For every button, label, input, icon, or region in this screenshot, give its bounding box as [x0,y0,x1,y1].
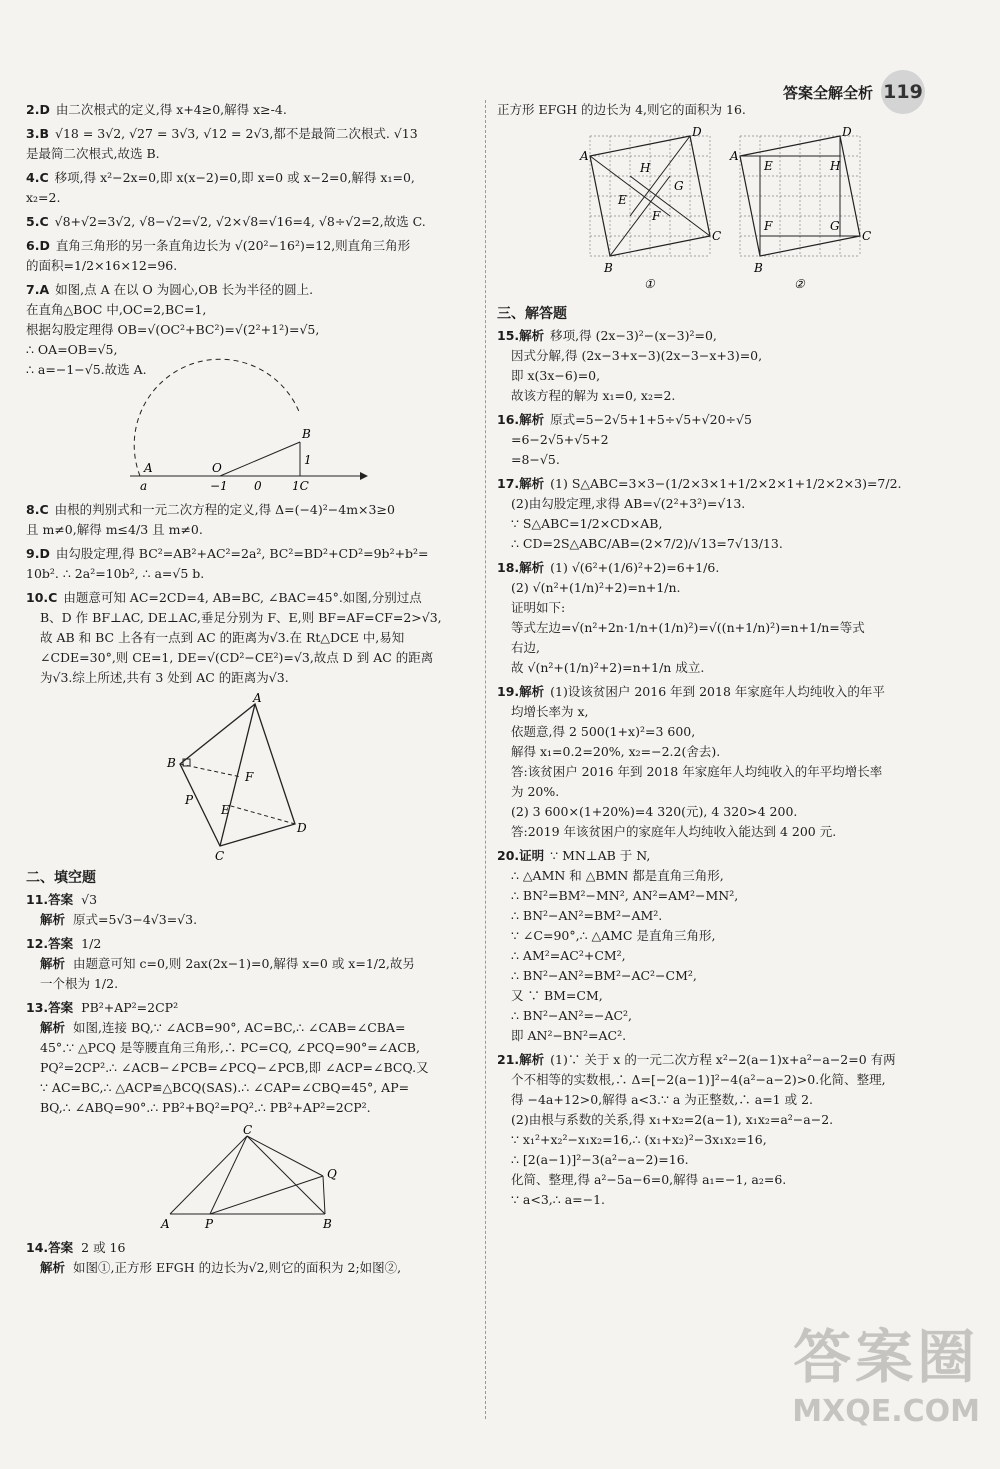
question-text: ∴ BN²−AN²=−AC², [511,1008,633,1023]
question-14 [26,1238,474,1278]
label-p: P [185,793,194,807]
analysis-tag: 解析 [40,1020,66,1035]
question-text: 得 −4a+12>0,解得 a<3.∵ a 为正整数,∴ a=1 或 2. [511,1092,814,1107]
analysis-text: ∵ AC=BC,∴ △ACP≌△BCQ(SAS).∴ ∠CAP=∠CBQ=45°, AP= [40,1080,410,1095]
question-text: 即 x(3x−6)=0, [511,368,601,383]
segment-qb [323,1176,325,1214]
fig2-label-h: H [829,159,840,173]
question-text: (1) √(6²+(1/6)²+2)=6+1/6. [550,560,720,575]
question-number: 5.C [26,214,49,229]
label-o: O [212,461,222,475]
label-b: B [302,427,311,441]
page-number: 119 [881,70,925,114]
question-6 [26,236,474,276]
question-text: (2)由根与系数的关系,得 x₁+x₂=2(a−1), x₁x₂=a²−a−2. [511,1112,834,1127]
question-text: (1) S△ABC=3×3−(1/2×3×1+1/2×2×1+1/2×2×3)=7/2. [550,476,902,491]
question-16 [497,410,952,470]
question-number: 21.解析 [497,1052,545,1067]
analysis-tag: 解析 [40,912,66,927]
section-solutions-title: 三、解答题 [497,306,567,322]
answer-value: √3 [81,892,98,907]
question-11 [26,890,474,930]
question-text: ∵ S△ABC=1/2×CD×AB, [511,516,663,531]
question-text: =8−√5. [511,452,560,467]
question-9 [26,544,474,584]
label-q: Q [327,1167,337,1181]
question-number: 16.解析 [497,412,545,427]
question-number: 2.D [26,102,50,117]
question-text: B、D 作 BF⊥AC, DE⊥AC,垂足分别为 F、E,则 BF=AF=CF=2>√3, [40,610,442,625]
question-text: ∴ △AMN 和 △BMN 都是直角三角形, [511,868,724,883]
question-text: 证明如下: [511,600,566,615]
question-number: 3.B [26,126,49,141]
segment-ac [170,1136,247,1214]
question-number: 7.A [26,282,50,297]
question-text: 为√3.综上所述,共有 3 处到 AC 的距离为√3. [40,670,289,685]
grid-1 [590,136,710,256]
question-text: 答:该贫困户 2016 年到 2018 年家庭年人均纯收入的年平均增长率 [511,764,883,779]
question-text: ∴ BN²−AN²=BM²−AC²−CM², [511,968,697,983]
question-text: 答:2019 年该贫困户的家庭年人均纯收入能达到 4 200 元. [511,824,837,839]
question-number: 9.D [26,546,50,561]
question-text: 解得 x₁=0.2=20%, x₂=−2.2(舍去). [511,744,721,759]
fig2-caption: ② [793,277,805,291]
label-a: A [161,1217,170,1231]
fig2-label-d: D [841,125,852,139]
question-text: 个不相等的实数根,∴ Δ=[−2(a−1)]²−4(a²−a−2)>0.化简、整理, [511,1072,886,1087]
quadrilateral-figure [165,691,335,863]
answer-value: 1/2 [81,936,102,951]
question-7 [26,280,474,380]
question-3 [26,124,474,164]
fig2-label-e: E [763,159,773,173]
question-number: 10.C [26,590,58,605]
label-d: D [297,821,307,835]
question-text: 即 AN²−BN²=AC². [511,1028,627,1043]
watermark-en: MXQE.COM [792,1394,980,1429]
answer-tag: 12.答案 [26,936,74,951]
fig1-caption: ① [643,277,655,291]
segment-cp [210,1136,247,1214]
question-15 [497,326,952,406]
label-a-upper: A [144,461,153,475]
fig1-label-c: C [711,229,721,243]
question-text: ∵ x₁²+x₂²−x₁x₂=16,∴ (x₁+x₂)²−3x₁x₂=16, [511,1132,767,1147]
question-text: ∴ OA=OB=√5, [26,342,118,357]
question-4 [26,168,474,208]
question-text: ∴ BN²=BM²−MN², AN²=AM²−MN², [511,888,739,903]
column-divider [485,100,486,1419]
question-10 [26,588,474,688]
question-text: 移项,得 (2x−3)²−(x−3)²=0, [550,328,717,343]
question-21 [497,1050,952,1210]
question-text: 均增长率为 x, [511,704,589,719]
question-20 [497,846,952,1046]
question-12 [26,934,474,994]
answer-value: PB²+AP²=2CP² [81,1000,179,1015]
question-number: 17.解析 [497,476,545,491]
label-one: 1 [304,453,312,467]
question-text: (2) √(n²+(1/n)²+2)=n+1/n. [511,580,681,595]
question-text: 10b². ∴ 2a²=10b², ∴ a=√5 b. [26,566,205,581]
label-b: B [323,1217,332,1231]
label-c: 1C [292,479,309,493]
analysis-text: 如图①,正方形 EFGH 的边长为√2,则它的面积为 2;如图②, [73,1260,402,1275]
question-text: 原式=5−2√5+1+5÷√5+√20÷√5 [550,412,752,427]
label-b: B [167,756,176,770]
question-text: ∴ CD=2S△ABC/AB=(2×7/2)/√13=7√13/13. [511,536,783,551]
question-text: 故该方程的解为 x₁=0, x₂=2. [511,388,676,403]
question-text: 且 m≠0,解得 m≤4/3 且 m≠0. [26,522,203,537]
label-e: E [221,803,230,817]
fig1-label-h: H [639,161,650,175]
label-a-lower: a [140,479,148,493]
question-14-continued: 正方形 EFGH 的边长为 4,则它的面积为 16. [497,102,746,117]
left-column [26,100,474,1282]
question-text: 移项,得 x²−2x=0,即 x(x−2)=0,即 x=0 或 x−2=0,解得 x₁=0, [54,170,415,185]
fig1-label-d: D [691,125,702,139]
question-text: 由二次根式的定义,得 x+4≥0,解得 x≥-4. [55,102,287,117]
analysis-text: PQ²=2CP².∴ ∠ACB−∠PCB=∠PCQ−∠PCB,即 ∠ACP=∠BCQ.又 [40,1060,429,1075]
fig1-label-e: E [617,193,627,207]
question-text: 如图,点 A 在以 O 为圆心,OB 长为半径的圆上. [55,282,314,297]
question-text: =6−2√5+√5+2 [511,432,609,447]
question-text: √8+√2=3√2, √8−√2=√2, √2×√8=√16=4, √8÷√2=2,故选 C. [54,214,426,229]
question-text: 依题意,得 2 500(1+x)²=3 600, [511,724,696,739]
analysis-tag: 解析 [40,956,66,971]
question-8 [26,500,474,540]
label-p: P [205,1217,214,1231]
question-19 [497,682,952,842]
segment-cb [247,1136,325,1214]
question-text: ∠CDE=30°,则 CE=1, DE=√(CD²−CE²)=√3,故点 D 到 AC 的距离 [40,650,434,665]
header-title: 答案全解全析 [782,83,873,102]
number-line-figure [130,386,370,494]
label-c: C [215,849,225,863]
question-text: (1)设该贫困户 2016 年到 2018 年家庭年人均纯收入的年平 [550,684,885,699]
question-text: ∴ BN²−AN²=BM²−AM². [511,908,663,923]
label-f: F [245,770,254,784]
question-5 [26,212,474,232]
question-text: 故 AB 和 BC 上各有一点到 AC 的距离为√3.在 Rt△DCE 中,易知 [40,630,405,645]
question-number: 15.解析 [497,328,545,343]
question-18 [497,558,952,678]
fig1-label-a: A [579,149,589,163]
question-text: 化简、整理,得 a²−5a−6=0,解得 a₁=−1, a₂=6. [511,1172,787,1187]
question-17 [497,474,952,554]
answer-value: 2 或 16 [81,1240,126,1255]
question-text: 又 ∵ BM=CM, [511,988,603,1003]
label-a: A [253,691,262,705]
question-text: ∴ a=−1−√5.故选 A. [26,362,147,377]
question-number: 18.解析 [497,560,545,575]
segment-cq [247,1136,323,1176]
question-text: 的面积=1/2×16×12=96. [26,258,178,273]
answer-tag: 13.答案 [26,1000,74,1015]
fig1-label-b: B [603,261,613,275]
fig2-label-g: G [829,219,840,233]
analysis-tag: 解析 [40,1260,66,1275]
question-text: ∴ [2(a−1)]²−3(a²−a−2)=16. [511,1152,689,1167]
question-2 [26,100,474,120]
analysis-text: BQ,∴ ∠ABQ=90°.∴ PB²+BQ²=PQ².∴ PB²+AP²=2CP². [40,1100,371,1115]
fig1-label-g: G [673,179,684,193]
question-text: √18 = 3√2, √27 = 3√3, √12 = 2√3,都不是最简二次根式. √13 [54,126,418,141]
question-text: (1)∵ 关于 x 的一元二次方程 x²−2(a−1)x+a²−a−2=0 有两 [550,1052,896,1067]
label-neg-one: −1 [210,479,228,493]
axis-arrow-icon [360,472,368,480]
fig2-label-a: A [729,149,739,163]
question-text: 根据勾股定理得 OB=√(OC²+BC²)=√(2²+1²)=√5, [26,322,320,337]
answer-tag: 14.答案 [26,1240,74,1255]
question-text: 右边, [511,640,540,655]
question-number: 6.D [26,238,50,253]
answer-tag: 11.答案 [26,892,74,907]
watermark-logo [792,1310,980,1429]
analysis-text: 一个根为 1/2. [40,976,119,991]
fig2-label-b: B [753,261,763,275]
question-text: 故 √(n²+(1/n)²+2)=n+1/n 成立. [511,660,705,675]
grid-2 [740,136,860,256]
right-column [497,100,952,1214]
label-zero: 0 [254,479,262,493]
question-text: ∵ a<3,∴ a=−1. [511,1192,606,1207]
question-text: (2)由勾股定理,求得 AB=√(2²+3²)=√13. [511,496,746,511]
question-text: x₂=2. [26,190,61,205]
question-text: 由题意可知 AC=2CD=4, AB=BC, ∠BAC=45°.如图,分别过点 [63,590,422,605]
section-fill-in-title: 二、填空题 [26,870,96,886]
analysis-text: 45°.∵ △PCQ 是等腰直角三角形,∴ PC=CQ, ∠PCQ=90°=∠ACB, [40,1040,420,1055]
analysis-text: 原式=5√3−4√3=√3. [73,912,198,927]
question-13 [26,998,474,1118]
question-number: 4.C [26,170,49,185]
question-number: 19.解析 [497,684,545,699]
square-grid-figures [580,126,870,298]
question-text: ∵ ∠C=90°,∴ △AMC 是直角三角形, [511,928,716,943]
question-text: 在直角△BOC 中,OC=2,BC=1, [26,302,207,317]
analysis-text: 如图,连接 BQ,∵ ∠ACB=90°, AC=BC,∴ ∠CAB=∠CBA= [73,1020,406,1035]
question-text: 直角三角形的另一条直角边长为 √(20²−16²)=12,则直角三角形 [55,238,411,253]
fig2-label-c: C [861,229,871,243]
segment-ob [220,442,300,476]
question-text: 因式分解,得 (2x−3+x−3)(2x−3−x+3)=0, [511,348,763,363]
question-number: 20.证明 [497,848,545,863]
question-text: 由勾股定理,得 BC²=AB²+AC²=2a², BC²=BD²+CD²=9b²+b²= [55,546,429,561]
question-text: 等式左边=√(n²+2n·1/n+(1/n)²)=√((n+1/n)²)=n+1/n=等式 [511,620,865,635]
triangle-figure [155,1124,345,1232]
fig1-label-f: F [651,209,660,223]
question-text: ∴ AM²=AC²+CM², [511,948,626,963]
analysis-text: 由题意可知 c=0,则 2ax(2x−1)=0,解得 x=0 或 x=1/2,故另 [73,956,415,971]
question-number: 8.C [26,502,49,517]
fig2-label-f: F [763,219,772,233]
question-text: 为 20%. [511,784,560,799]
question-text: 是最简二次根式,故选 B. [26,146,160,161]
question-text: ∵ MN⊥AB 于 N, [550,848,651,863]
watermark-cn: 答案圈 [793,1323,980,1391]
label-c: C [243,1123,253,1137]
segment-de [231,806,295,824]
question-text: 由根的判别式和一元二次方程的定义,得 Δ=(−4)²−4m×3≥0 [54,502,395,517]
question-text: (2) 3 600×(1+20%)=4 320(元), 4 320>4 200. [511,804,798,819]
